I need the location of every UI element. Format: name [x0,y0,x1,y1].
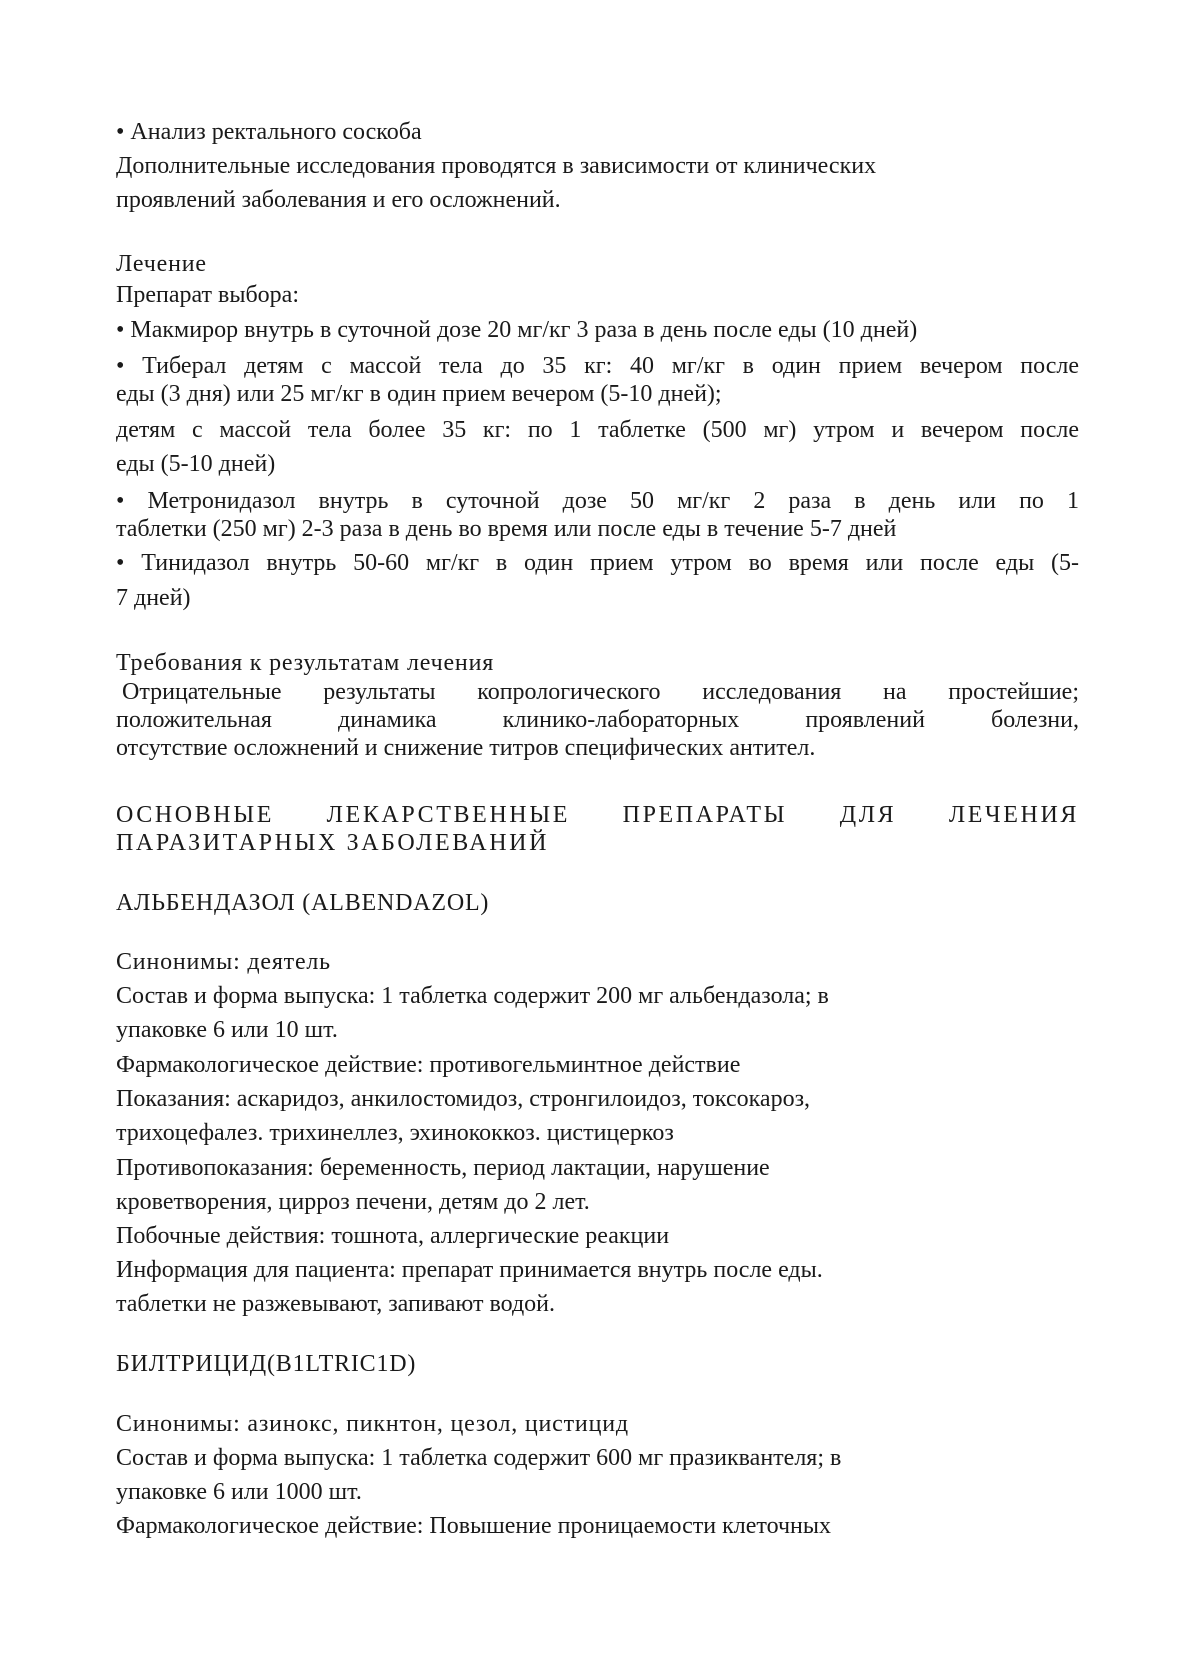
text-line: Фармакологическое действие: противогельминтное действие [116,1052,741,1078]
text-line: Дополнительные исследования проводятся в зависимости от клинических [116,153,877,179]
text-line: еды (5-10 дней) [116,451,276,477]
text-line: Синонимы: деятель [116,949,331,975]
text-line: таблетки не разжевывают, запивают водой. [116,1291,556,1317]
text-line: положительная динамика клинико-лабораторных проявлений болезни, [116,707,1079,733]
text-line: 7 дней) [116,585,191,611]
drug-heading-biltricid: БИЛТРИЦИД(B1LTRIC1D) [116,1351,417,1377]
text-line: упаковке 6 или 10 шт. [116,1017,338,1043]
text-line: детям с массой тела более 35 кг: по 1 таблетке (500 мг) утром и вечером после [116,417,1079,443]
text-line: отсутствие осложнений и снижение титров специфических антител. [116,735,816,761]
text-line: Отрицательные результаты копрологического исследования на простейшие; [122,679,1079,705]
bullet-tinidazole: • Тинидазол внутрь 50-60 мг/кг в один прием утром во время или после еды (5- [116,550,1079,576]
section-heading-requirements: Требования к результатам лечения [116,650,495,676]
text-line: трихоцефалез. трихинеллез, эхинококкоз. цистицеркоз [116,1120,674,1146]
text-line: Побочные действия: тошнота, аллергические реакции [116,1223,670,1249]
bullet-makmiror: • Макмирор внутрь в суточной дозе 20 мг/кг 3 раза в день после еды (10 дней) [116,317,918,343]
text-line: Препарат выбора: [116,282,299,308]
text-line: Состав и форма выпуска: 1 таблетка содержит 600 мг празиквантеля; в [116,1445,842,1471]
drug-heading-albendazol: АЛЬБЕНДАЗОЛ (ALBENDAZOL) [116,890,490,916]
text-line: проявлений заболевания и его осложнений. [116,187,561,213]
section-heading-main-drugs: ОСНОВНЫЕ ЛЕКАРСТВЕННЫЕ ПРЕПАРАТЫ ДЛЯ ЛЕЧЕНИЯ [116,802,1079,828]
text-line: кроветворения, цирроз печени, детям до 2 лет. [116,1189,590,1215]
text-line: Противопоказания: беременность, период лактации, нарушение [116,1155,770,1181]
text-line: еды (3 дня) или 25 мг/кг в один прием вечером (5-10 дней); [116,381,722,407]
section-heading-treatment: Лечение [116,251,207,277]
bullet-rectal-scraping: • Анализ ректального соскоба [116,119,422,145]
bullet-tiberal: • Тиберал детям с массой тела до 35 кг: 40 мг/кг в один прием вечером после [116,353,1079,379]
text-line: Информация для пациента: препарат принимается внутрь после еды. [116,1257,823,1283]
text-line: упаковке 6 или 1000 шт. [116,1479,362,1505]
section-heading-main-drugs-cont: ПАРАЗИТАРНЫХ ЗАБОЛЕВАНИЙ [116,830,550,856]
text-line: Показания: аскаридоз, анкилостомидоз, стронгилоидоз, токсокароз, [116,1086,811,1112]
text-line: таблетки (250 мг) 2-3 раза в день во время или после еды в течение 5-7 дней [116,516,897,542]
text-line: Синонимы: азинокс, пикнтон, цезол, цистицид [116,1411,629,1437]
bullet-metronidazole: • Метронидазол внутрь в суточной дозе 50 мг/кг 2 раза в день или по 1 [116,488,1079,514]
text-line: Состав и форма выпуска: 1 таблетка содержит 200 мг альбендазола; в [116,983,829,1009]
text-line: Фармакологическое действие: Повышение проницаемости клеточных [116,1513,832,1539]
